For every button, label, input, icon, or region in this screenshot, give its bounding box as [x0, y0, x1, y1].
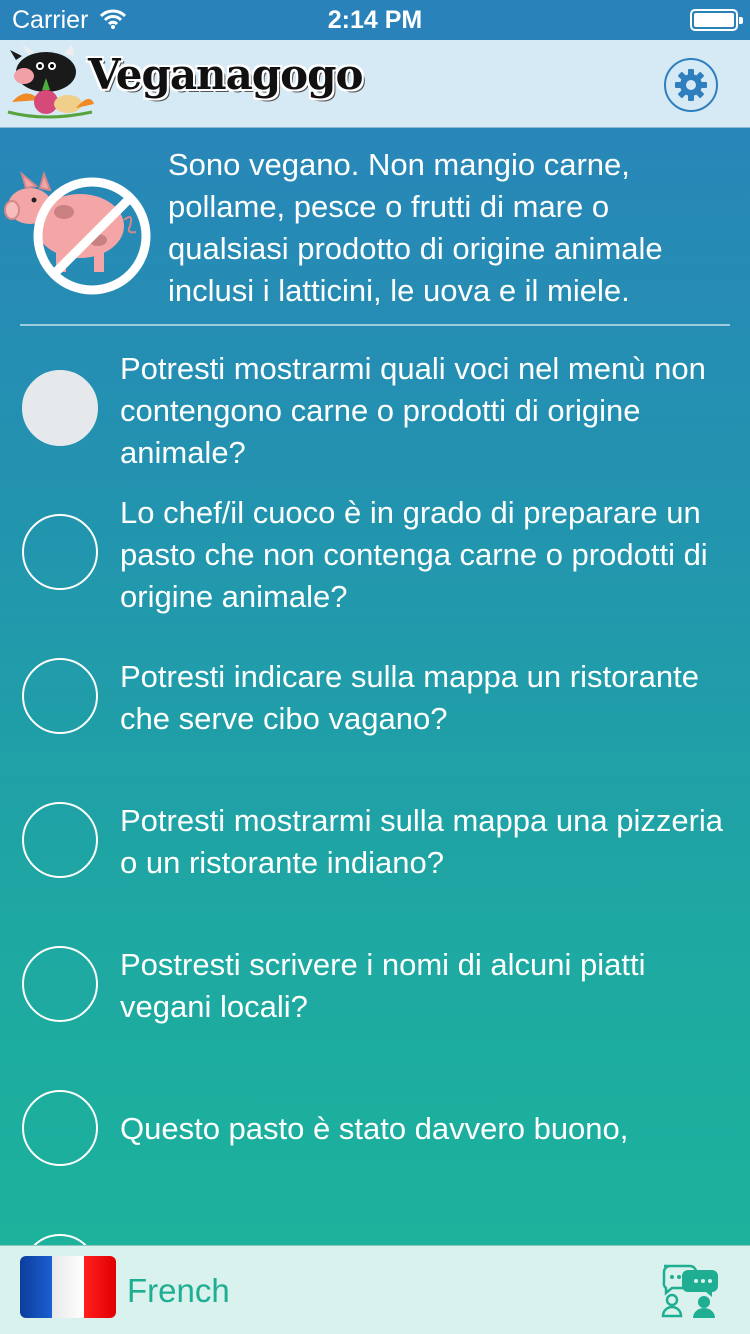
gear-icon	[674, 68, 708, 102]
phrase-text: Postresti scrivere i nomi di alcuni piatti vegani locali?	[120, 947, 646, 1024]
carrier-label: Carrier	[12, 6, 89, 34]
radio-button-selected[interactable]	[22, 370, 98, 446]
cow-mascot-icon	[6, 42, 96, 124]
phrase-item[interactable]	[0, 336, 750, 480]
phrase-item[interactable]	[0, 480, 750, 624]
phrase-text: Potresti indicare sulla mappa un ristorante che serve cibo vagano?	[120, 659, 699, 736]
radio-button[interactable]	[22, 802, 98, 878]
phrase-item[interactable]	[0, 912, 750, 1056]
language-label[interactable]: French	[127, 1272, 230, 1309]
phrase-item[interactable]	[0, 1200, 750, 1245]
phrase-text: Lo chef/il cuoco è in grado di preparare un pasto che non contenga carne o prodotti di origine animale?	[120, 495, 708, 614]
app-logo: Veganagogo	[88, 50, 363, 99]
vegan-statement: Sono vegano. Non mangio carne, pollame, pesce o frutti di mare o qualsiasi prodotto di origine animale inclusi i latticini, le uova e il miele.	[168, 147, 663, 308]
no-pig-icon	[4, 160, 154, 300]
chat-people-icon[interactable]	[660, 1262, 720, 1318]
radio-button[interactable]	[22, 1090, 98, 1166]
app-header	[0, 40, 750, 128]
france-flag-icon[interactable]	[20, 1256, 116, 1318]
divider	[20, 324, 730, 326]
phrase-text: Potresti mostrarmi quali voci nel menù non contengono carne o prodotti di origine animale?	[120, 351, 706, 470]
radio-button[interactable]	[22, 946, 98, 1022]
radio-button[interactable]	[22, 514, 98, 590]
phrase-item[interactable]	[0, 624, 750, 768]
phrase-text: Questo pasto è stato davvero buono,	[120, 1111, 629, 1146]
bottom-bar	[0, 1245, 750, 1334]
phrase-item[interactable]	[0, 768, 750, 912]
clock: 2:14 PM	[327, 6, 423, 34]
battery-icon	[690, 9, 738, 31]
status-bar	[0, 0, 750, 40]
radio-button[interactable]	[22, 658, 98, 734]
radio-button[interactable]	[22, 1234, 98, 1245]
phrase-text: Potresti mostrarmi sulla mappa una pizzeria o un ristorante indiano?	[120, 803, 724, 880]
phrase-item[interactable]	[0, 1056, 750, 1200]
settings-button[interactable]	[664, 58, 718, 112]
